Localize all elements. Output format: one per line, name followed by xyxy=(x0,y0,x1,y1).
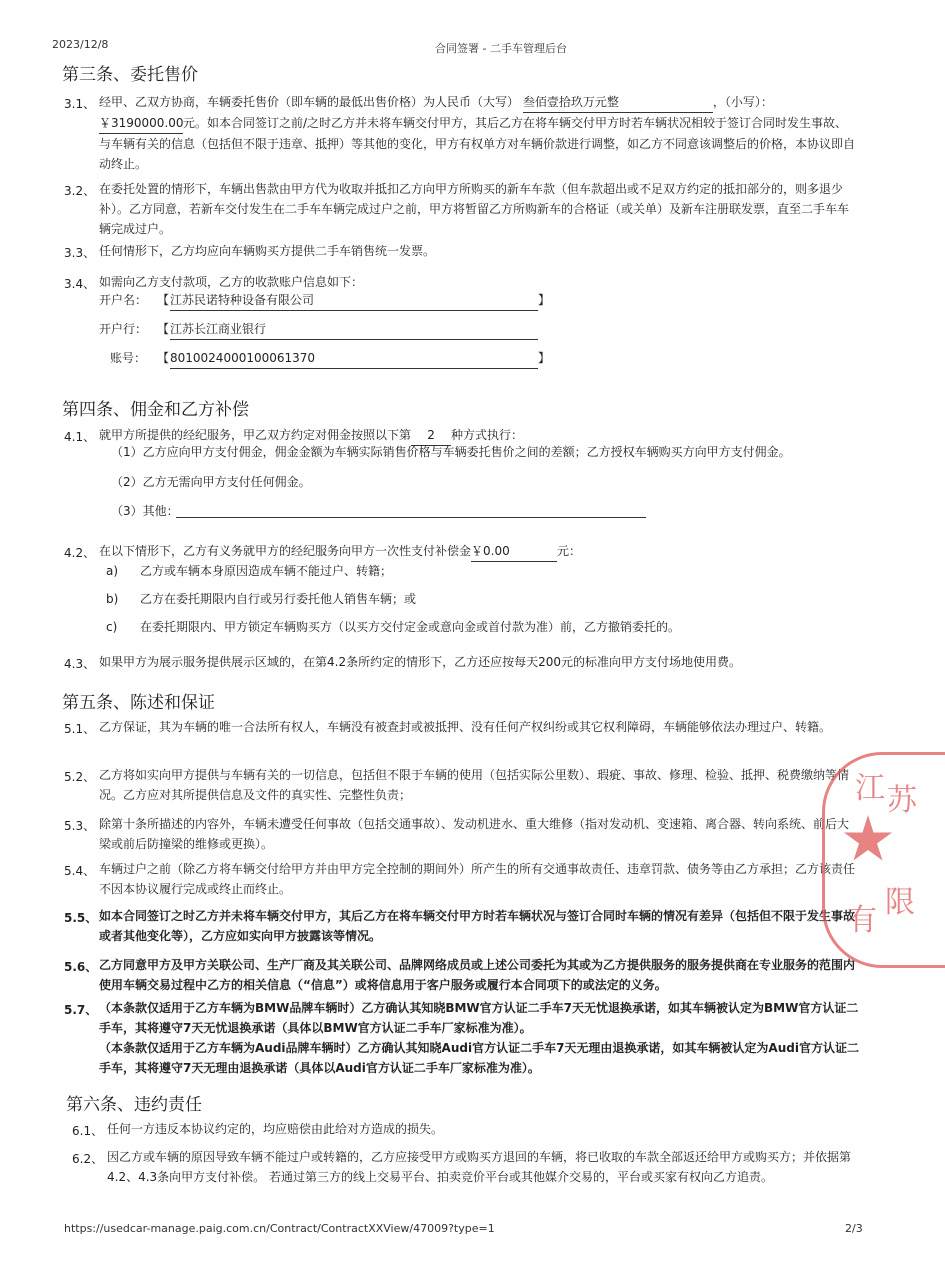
bracket-left: 【 xyxy=(157,293,170,307)
section-5-title: 第五条、陈述和保证 xyxy=(62,693,215,713)
print-date: 2023/12/8 xyxy=(52,38,109,51)
clause-text: 种方式执行： xyxy=(451,428,524,442)
seal-char: 有 xyxy=(847,903,877,938)
account-name-value: 江苏民诺特种设备有限公司 xyxy=(170,290,538,311)
clause-number: 4.3、 xyxy=(64,657,96,671)
page-number: 2/3 xyxy=(845,1222,863,1235)
price-uppercase: 叁佰壹拾玖万元整 xyxy=(523,92,713,113)
clause-number: 3.4、 xyxy=(64,277,96,291)
clause-5-6: 乙方同意甲方及甲方关联公司、生产厂商及其关联公司、品牌网络成员或上述公司委托为其或为乙方提供服务的服务提供商在专业服务的范围内使用车辆交易过程中乙方的相关信息（“信息”）或将信息用于客户服务或履行本合同项下的或法定的义务。 xyxy=(99,958,856,992)
clause-text: 元： xyxy=(557,544,582,558)
clause-3-1 xyxy=(99,92,857,174)
clause-3-3: 任何情形下，乙方均应向车辆购买方提供二手车销售统一发票。 xyxy=(99,244,436,258)
clause-5-7-audi: （本条款仅适用于乙方车辆为Audi品牌车辆时）乙方确认其知晓Audi官方认证二手车7天无理由退换承诺，如其车辆被认定为Audi官方认证二手车，其将遵守7天无理由退换承诺（具体以Audi官方认证二手车厂家标准为准）。 xyxy=(99,1041,859,1075)
compensation-amount: ￥0.00 xyxy=(471,541,557,562)
item-c-label: c) xyxy=(106,620,118,634)
section-3-title: 第三条、委托售价 xyxy=(62,65,198,85)
bracket-left: 【 xyxy=(157,322,170,336)
clause-number: 5.4、 xyxy=(64,864,96,878)
clause-text: 在以下情形下，乙方有义务就甲方的经纪服务向甲方一次性支付补偿金 xyxy=(99,544,472,558)
clause-text: 就甲方所提供的经纪服务，甲乙双方约定对佣金按照以下第 xyxy=(99,428,412,442)
bracket-right: 】 xyxy=(538,351,551,365)
clause-4-2 xyxy=(99,541,857,562)
clause-5-2: 乙方将如实向甲方提供与车辆有关的一切信息，包括但不限于车辆的使用（包括实际公里数）、瑕疵、事故、修理、检验、抵押、税费缴纳等情况。乙方应对其所提供信息及文件的真实性、完整性负责； xyxy=(99,768,850,802)
page-url: https://usedcar-manage.paig.com.cn/Contract/ContractXXView/47009?type=1 xyxy=(64,1222,495,1235)
clause-5-7-bmw: （本条款仅适用于乙方车辆为BMW品牌车辆时）乙方确认其知晓BMW官方认证二手车7天无忧退换承诺，如其车辆被认定为BMW官方认证二手车，其将遵守7天无忧退换承诺（具体以BMW官方认证二手车厂家标准为准）。 xyxy=(99,1001,859,1035)
account-name-label: 开户名： xyxy=(99,293,148,307)
option-3: （3）其他： xyxy=(111,504,179,518)
option-1: （1）乙方应向甲方支付佣金，佣金金额为车辆实际销售价格与车辆委托售价之间的差额；乙方授权车辆购买方向甲方支付佣金。 xyxy=(111,445,791,459)
clause-6-2: 因乙方或车辆的原因导致车辆不能过户或转籍的，乙方应接受甲方或购买方退回的车辆，将已收取的车款全部返还给甲方或购买方；并依据第4.2、4.3条向甲方支付补偿。 若通过第三方的线上交易平台、拍卖竞价平台或其他媒介交易的，平台或买家有权向乙方追责。 xyxy=(107,1150,852,1184)
section-4-title: 第四条、佣金和乙方补偿 xyxy=(62,400,249,420)
option-2: （2）乙方无需向甲方支付任何佣金。 xyxy=(111,475,311,489)
clause-number: 5.7、 xyxy=(64,1003,98,1017)
bank-value: 江苏长江商业银行 xyxy=(170,319,538,340)
clause-5-5: 如本合同签订之时乙方并未将车辆交付甲方，其后乙方在将车辆交付甲方时若车辆状况与签订合同时车辆的情况有差异（包括但不限于发生事故或者其他变化等），乙方应如实向甲方披露该等情况。 xyxy=(99,909,856,943)
company-seal xyxy=(822,752,945,968)
price-lowercase: ￥3190000.00 xyxy=(99,113,183,134)
bracket-left: 【 xyxy=(157,351,170,365)
clause-number: 6.1、 xyxy=(72,1124,104,1138)
clause-number: 5.2、 xyxy=(64,770,96,784)
clause-text: 经甲、乙双方协商，车辆委托售价（即车辆的最低出售价格）为人民币（大写） xyxy=(99,95,520,109)
clause-text: 元。如本合同签订之前/之时乙方并未将车辆交付甲方，其后乙方在将车辆交付甲方时若车辆状况相较于签订合同时发生事故、与车辆有关的信息（包括但不限于违章、抵押）等其他的变化，甲方有权单方对车辆价款进行调整，如乙方不同意该调整后的价格，本协议即自动终止。 xyxy=(99,116,856,171)
clause-number: 6.2、 xyxy=(72,1152,104,1166)
seal-char: 江 xyxy=(855,771,885,806)
item-a: 乙方或车辆本身原因造成车辆不能过户、转籍； xyxy=(140,564,393,578)
clause-number: 3.2、 xyxy=(64,184,96,198)
bank-label: 开户行： xyxy=(99,322,148,336)
bracket-right: 】 xyxy=(538,293,551,307)
account-number-label: 账号： xyxy=(110,351,147,365)
clause-number: 5.3、 xyxy=(64,819,96,833)
seal-char: 苏 xyxy=(887,783,917,818)
section-6-title: 第六条、违约责任 xyxy=(66,1095,202,1115)
item-b-label: b) xyxy=(106,592,119,606)
clause-3-4: 如需向乙方支付款项，乙方的收款账户信息如下： xyxy=(99,275,364,289)
clause-6-1: 任何一方违反本协议约定的，均应赔偿由此给对方造成的损失。 xyxy=(107,1122,444,1136)
clause-number: 3.3、 xyxy=(64,246,96,260)
clause-4-3: 如果甲方为展示服务提供展示区域的，在第4.2条所约定的情形下，乙方还应按每天200元的标准向甲方支付场地使用费。 xyxy=(99,655,741,669)
clause-5-4: 车辆过户之前（除乙方将车辆交付给甲方并由甲方完全控制的期间外）所产生的所有交通事故责任、违章罚款、债务等由乙方承担；乙方该责任不因本协议履行完成或终止而终止。 xyxy=(99,862,856,896)
option-3-blank xyxy=(176,517,646,518)
clause-number: 5.6、 xyxy=(64,960,98,974)
clause-5-1: 乙方保证，其为车辆的唯一合法所有权人，车辆没有被查封或被抵押、没有任何产权纠纷或其它权利障碍，车辆能够依法办理过户、转籍。 xyxy=(99,720,832,734)
commission-choice: 2 xyxy=(411,425,451,446)
clause-number: 5.1、 xyxy=(64,722,96,736)
clause-number: 4.1、 xyxy=(64,430,96,444)
clause-number: 3.1、 xyxy=(64,97,96,111)
star-icon xyxy=(843,815,893,865)
clause-3-2: 在委托处置的情形下，车辆出售款由甲方代为收取并抵扣乙方向甲方所购买的新车车款（但车款超出或不足双方约定的抵扣部分的，则多退少补）。乙方同意，若新车交付发生在二手车车辆完成过户之前，甲方将暂留乙方所购新车的合格证（或关单）及新车注册联发票，直至二手车车辆完成过户。 xyxy=(99,182,850,236)
seal-char: 限 xyxy=(885,885,915,920)
print-title: 合同签署 - 二手车管理后台 xyxy=(435,42,567,55)
clause-text: ，（小写）： xyxy=(712,95,773,109)
item-b: 乙方在委托期限内自行或另行委托他人销售车辆；或 xyxy=(140,592,417,606)
clause-number: 4.2、 xyxy=(64,546,96,560)
account-number-value: 8010024000100061370 xyxy=(170,348,538,369)
clause-5-3: 除第十条所描述的内容外，车辆未遭受任何事故（包括交通事故）、发动机进水、重大维修（指对发动机、变速箱、离合器、转向系统、前后大梁或前后防撞梁的维修或更换）。 xyxy=(99,817,850,851)
clause-number: 5.5、 xyxy=(64,911,98,925)
item-a-label: a) xyxy=(106,564,119,578)
item-c: 在委托期限内、甲方锁定车辆购买方（以买方交付定金或意向金或首付款为准）前，乙方撤销委托的。 xyxy=(140,620,681,634)
